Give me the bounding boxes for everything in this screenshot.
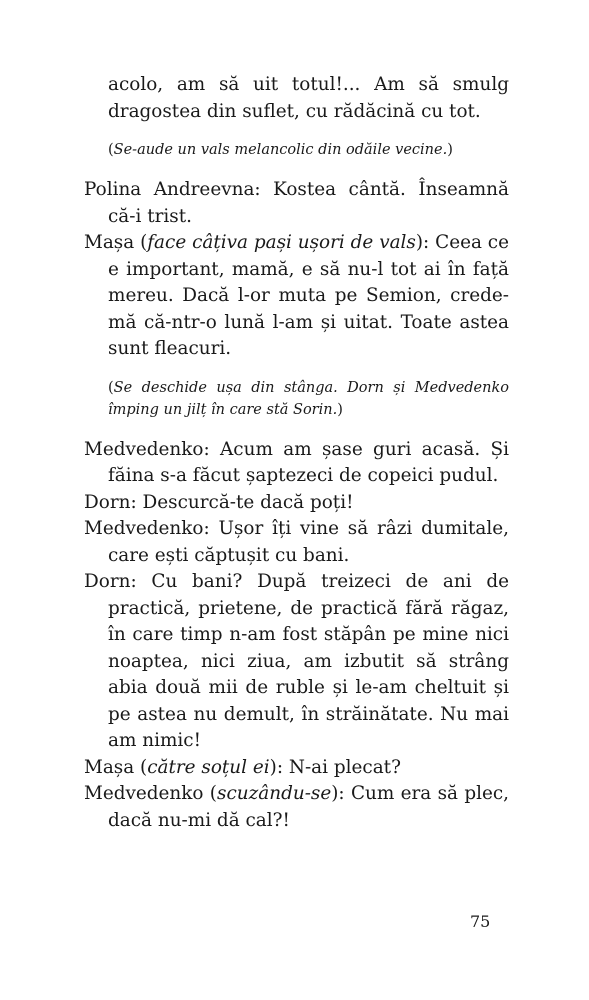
dialogue-line: Mașa (face câțiva pași ușori de vals): Ceea ce e important, mamă, e să nu-l tot ai în față mereu. Dacă l-or muta pe Semion, crede-mă că-ntr-o lună l-am și uitat. Toate astea sunt fleacuri. bbox=[84, 232, 509, 359]
speech-text: Cu bani? După treizeci de ani de practică, prietene, de practică fără răgaz, în care timp n-am fost stăpân pe mine nici noaptea, nici ziua, am izbutit să strâng abia două mii de ruble și le-am cheltuit și pe astea nu demult, în străinătate. Nu mai am nimic! bbox=[108, 571, 509, 751]
speaker-name: Mașa bbox=[84, 232, 135, 253]
speaker-note: scuzându-se bbox=[217, 783, 332, 804]
speech-text: Acum am șase guri acasă. Și făina s-a făcut șaptezeci de copeici pudul. bbox=[108, 438, 509, 486]
speaker-note: face câțiva pași ușori de vals bbox=[147, 232, 416, 253]
speech-text: Descurcă-te dacă poți! bbox=[142, 491, 354, 513]
continued-speech: acolo, am să uit totul!... Am să smulg dragostea din suflet, cu rădăcină cu tot. bbox=[108, 74, 509, 122]
speaker-name: Medvedenko bbox=[84, 783, 204, 804]
dialogue-line bbox=[84, 516, 509, 569]
page-text bbox=[84, 72, 509, 834]
stage-direction-text: Se-aude un vals melancolic din odăile vecine. bbox=[113, 142, 448, 158]
dialogue-line bbox=[84, 569, 509, 755]
page-number: 75 bbox=[470, 912, 491, 931]
stage-direction-text: Se deschide ușa din stânga. Dorn și Medvedenko împing un jilț în care stă Sorin. bbox=[108, 379, 509, 418]
dialogue-line: Medvedenko (scuzându-se): Cum era să plec, dacă nu-mi dă cal?! bbox=[84, 783, 509, 831]
speech-text: Cum era să plec, dacă nu-mi dă cal?! bbox=[108, 783, 509, 831]
dialogue-line bbox=[84, 490, 509, 517]
dialogue-line: Mașa (către soțul ei): N-ai plecat? bbox=[84, 756, 401, 778]
stage-direction: (Se-aude un vals melancolic din odăile vecine.) bbox=[108, 142, 453, 158]
speaker-name: Dorn: bbox=[84, 491, 137, 513]
dialogue-line bbox=[84, 177, 509, 230]
speech-text: N-ai plecat? bbox=[288, 756, 401, 778]
stage-direction: (Se deschide ușa din stânga. Dorn și Medvedenko împing un jilț în care stă Sorin.) bbox=[108, 379, 509, 418]
speaker-name: Polina Andreevna: bbox=[84, 179, 261, 200]
speech-text: Ceea ce e important, mamă, e să nu-l tot ai în față mereu. Dacă l-or muta pe Semion, crede-mă că-ntr-o lună l-am și uitat. Toate astea sunt fleacuri. bbox=[108, 232, 509, 359]
speaker-name: Medvedenko: bbox=[84, 438, 210, 460]
speaker-note: către soțul ei bbox=[147, 756, 270, 778]
speech-text: Ușor îți vine să râzi dumitale, care ești căptușit cu bani. bbox=[108, 518, 509, 566]
speaker-name: Medvedenko: bbox=[84, 518, 210, 539]
speaker-name: Mașa bbox=[84, 756, 135, 778]
dialogue-line bbox=[84, 437, 509, 490]
speech-text: Kostea cântă. Înseamnă că-i trist. bbox=[108, 179, 509, 227]
speaker-name: Dorn: bbox=[84, 571, 137, 592]
